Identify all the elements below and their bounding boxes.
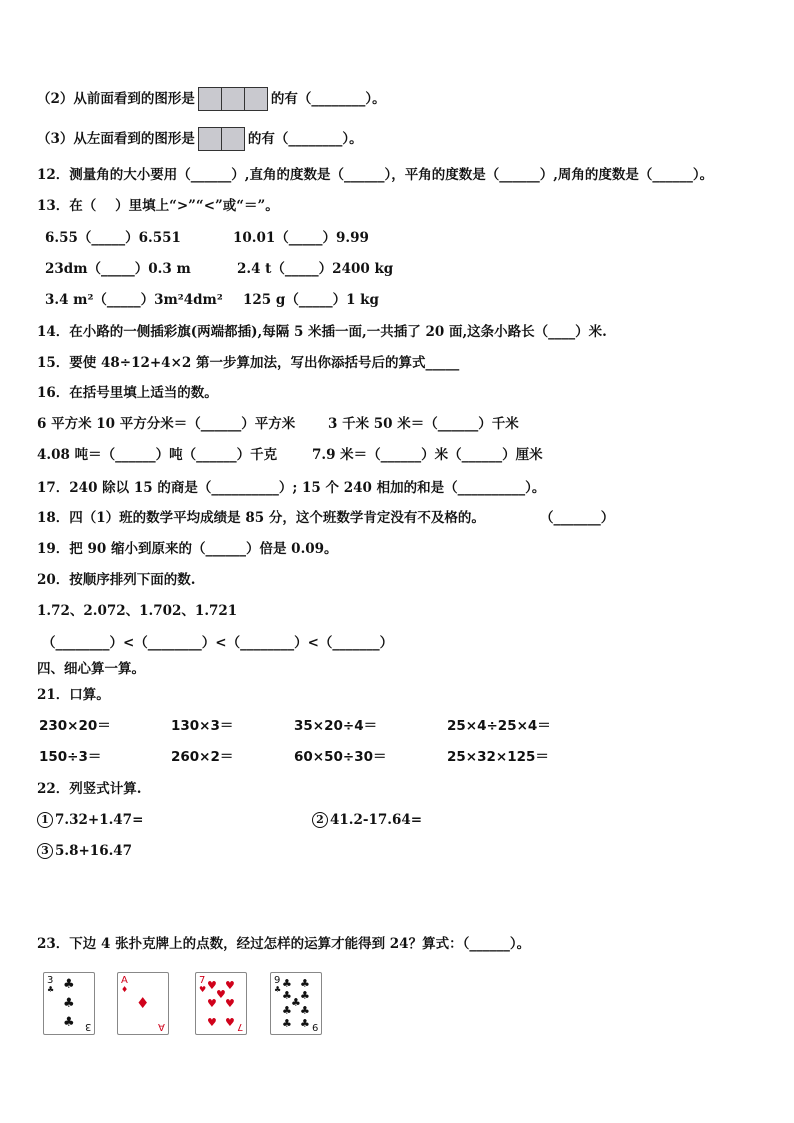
heart-icon: ♥ [207, 997, 217, 1010]
q16-item: 3 千米 50 米＝（______）千米 [328, 416, 519, 432]
left-view-figure [198, 127, 245, 151]
oral-calc-item: 35×20÷4＝ [294, 718, 378, 734]
club-icon: ♣ [282, 1004, 292, 1017]
oral-calc-item: 25×32×125＝ [447, 749, 549, 765]
club-icon: ♣ [63, 996, 75, 1011]
question-13-title: 13．在（ ）里填上“>”“<”或“＝”。 [37, 198, 279, 214]
oral-calc-item: 260×2＝ [171, 749, 234, 765]
q22-item-1 [37, 811, 143, 829]
q13-item: 3.4 m²（_____）3m²4dm² [45, 292, 223, 308]
question-21-title: 21．口算。 [37, 687, 110, 703]
club-icon: ♣ [300, 1017, 310, 1030]
question-14: 14．在小路的一侧插彩旗(两端都插),每隔 5 米插一面,一共插了 20 面,这条小路长（____）米. [37, 324, 607, 340]
club-icon: ♣ [63, 1015, 75, 1030]
card-rank: A [158, 1021, 165, 1032]
q22-expr: 41.2-17.64= [330, 812, 423, 828]
q22-item-3 [37, 842, 132, 860]
club-icon: ♣ [274, 985, 282, 994]
q16-item: 4.08 吨＝（______）吨（______）千克 [37, 447, 278, 463]
oral-calc-item: 60×50÷30＝ [294, 749, 387, 765]
q18-answer-blank: （_______） [540, 510, 615, 526]
q16-item: 6 平方米 10 平方分米＝（______）平方米 [37, 416, 296, 432]
q22-item-2 [312, 811, 422, 829]
q22-expr: 7.32+1.47= [55, 812, 144, 828]
club-icon: ♣ [300, 989, 310, 1002]
card-rank: 9 [274, 975, 281, 986]
q13-item: 2.4 t（_____）2400 kg [237, 261, 394, 277]
q11-3-prefix: （3）从左面看到的图形是 [37, 131, 195, 147]
heart-icon: ♥ [199, 985, 207, 994]
playing-card-3-clubs [43, 972, 95, 1035]
heart-icon: ♥ [207, 1016, 217, 1029]
heart-icon: ♥ [225, 1016, 235, 1029]
oral-calc-item: 25×4÷25×4＝ [447, 718, 551, 734]
q20-order-blanks: （________）<（________）<（________）<（_______） [42, 635, 394, 651]
q20-numbers: 1.72、2.072、1.702、1.721 [37, 603, 238, 619]
q22-expr: 5.8+16.47 [55, 843, 133, 859]
card-rank: 9 [311, 1021, 318, 1032]
question-20-title: 20．按顺序排列下面的数. [37, 572, 196, 588]
circled-number: 1 [37, 812, 53, 828]
heart-icon: ♥ [207, 979, 217, 992]
q11-3-suffix: 的有（________）。 [247, 131, 363, 147]
question-15: 15．要使 48÷12+4×2 第一步算加法，写出你添括号后的算式_____ [37, 355, 460, 371]
card-rank: 7 [236, 1021, 243, 1032]
playing-card-9-clubs [270, 972, 322, 1035]
club-icon: ♣ [291, 996, 301, 1009]
q13-item: 10.01（_____）9.99 [233, 230, 369, 246]
q13-item: 23dm（_____）0.3 m [45, 261, 191, 277]
question-22-title: 22．列竖式计算. [37, 781, 142, 797]
playing-card-7-hearts [195, 972, 247, 1035]
question-18: 18．四（1）班的数学平均成绩是 85 分，这个班数学肯定没有不及格的。 [37, 510, 485, 526]
q13-item: 6.55（_____）6.551 [45, 230, 181, 246]
question-23: 23．下边 4 张扑克牌上的点数，经过怎样的运算才能得到 24？算式：（______）。 [37, 936, 531, 952]
card-rank: 3 [47, 975, 54, 986]
heart-icon: ♥ [216, 988, 226, 1001]
club-icon: ♣ [282, 989, 292, 1002]
q11-2-prefix: （2）从前面看到的图形是 [37, 91, 195, 107]
oral-calc-item: 130×3＝ [171, 718, 234, 734]
question-11-3 [37, 127, 363, 151]
heart-icon: ♥ [225, 979, 235, 992]
question-11-2 [37, 87, 386, 111]
circled-number: 3 [37, 843, 53, 859]
club-icon: ♣ [63, 977, 75, 992]
heart-icon: ♥ [225, 997, 235, 1010]
q16-item: 7.9 米＝（______）米（______）厘米 [312, 447, 543, 463]
q11-2-suffix: 的有（________）。 [270, 91, 386, 107]
club-icon: ♣ [282, 977, 292, 990]
club-icon: ♣ [47, 985, 55, 994]
question-19: 19．把 90 缩小到原来的（______）倍是 0.09。 [37, 541, 338, 557]
diamond-icon: ♦ [136, 994, 150, 1012]
card-rank: A [121, 975, 128, 986]
question-12: 12．测量角的大小要用（______）,直角的度数是（______），平角的度数是（______）,周角的度数是（______）。 [37, 167, 714, 183]
club-icon: ♣ [282, 1017, 292, 1030]
oral-calc-item: 230×20＝ [39, 718, 111, 734]
question-16-title: 16．在括号里填上适当的数。 [37, 385, 218, 401]
club-icon: ♣ [300, 977, 310, 990]
card-rank: 3 [84, 1021, 91, 1032]
circled-number: 2 [312, 812, 328, 828]
question-17: 17．240 除以 15 的商是（__________）; 15 个 240 相加的和是（__________）。 [37, 480, 546, 496]
front-view-figure [198, 87, 268, 111]
section-4-heading: 四、细心算一算。 [37, 661, 145, 677]
diamond-icon: ♦ [121, 985, 129, 994]
club-icon: ♣ [300, 1004, 310, 1017]
oral-calc-item: 150÷3＝ [39, 749, 102, 765]
playing-card-ace-diamonds [117, 972, 169, 1035]
card-rank: 7 [199, 975, 206, 986]
q13-item: 125 g（_____）1 kg [243, 292, 379, 308]
